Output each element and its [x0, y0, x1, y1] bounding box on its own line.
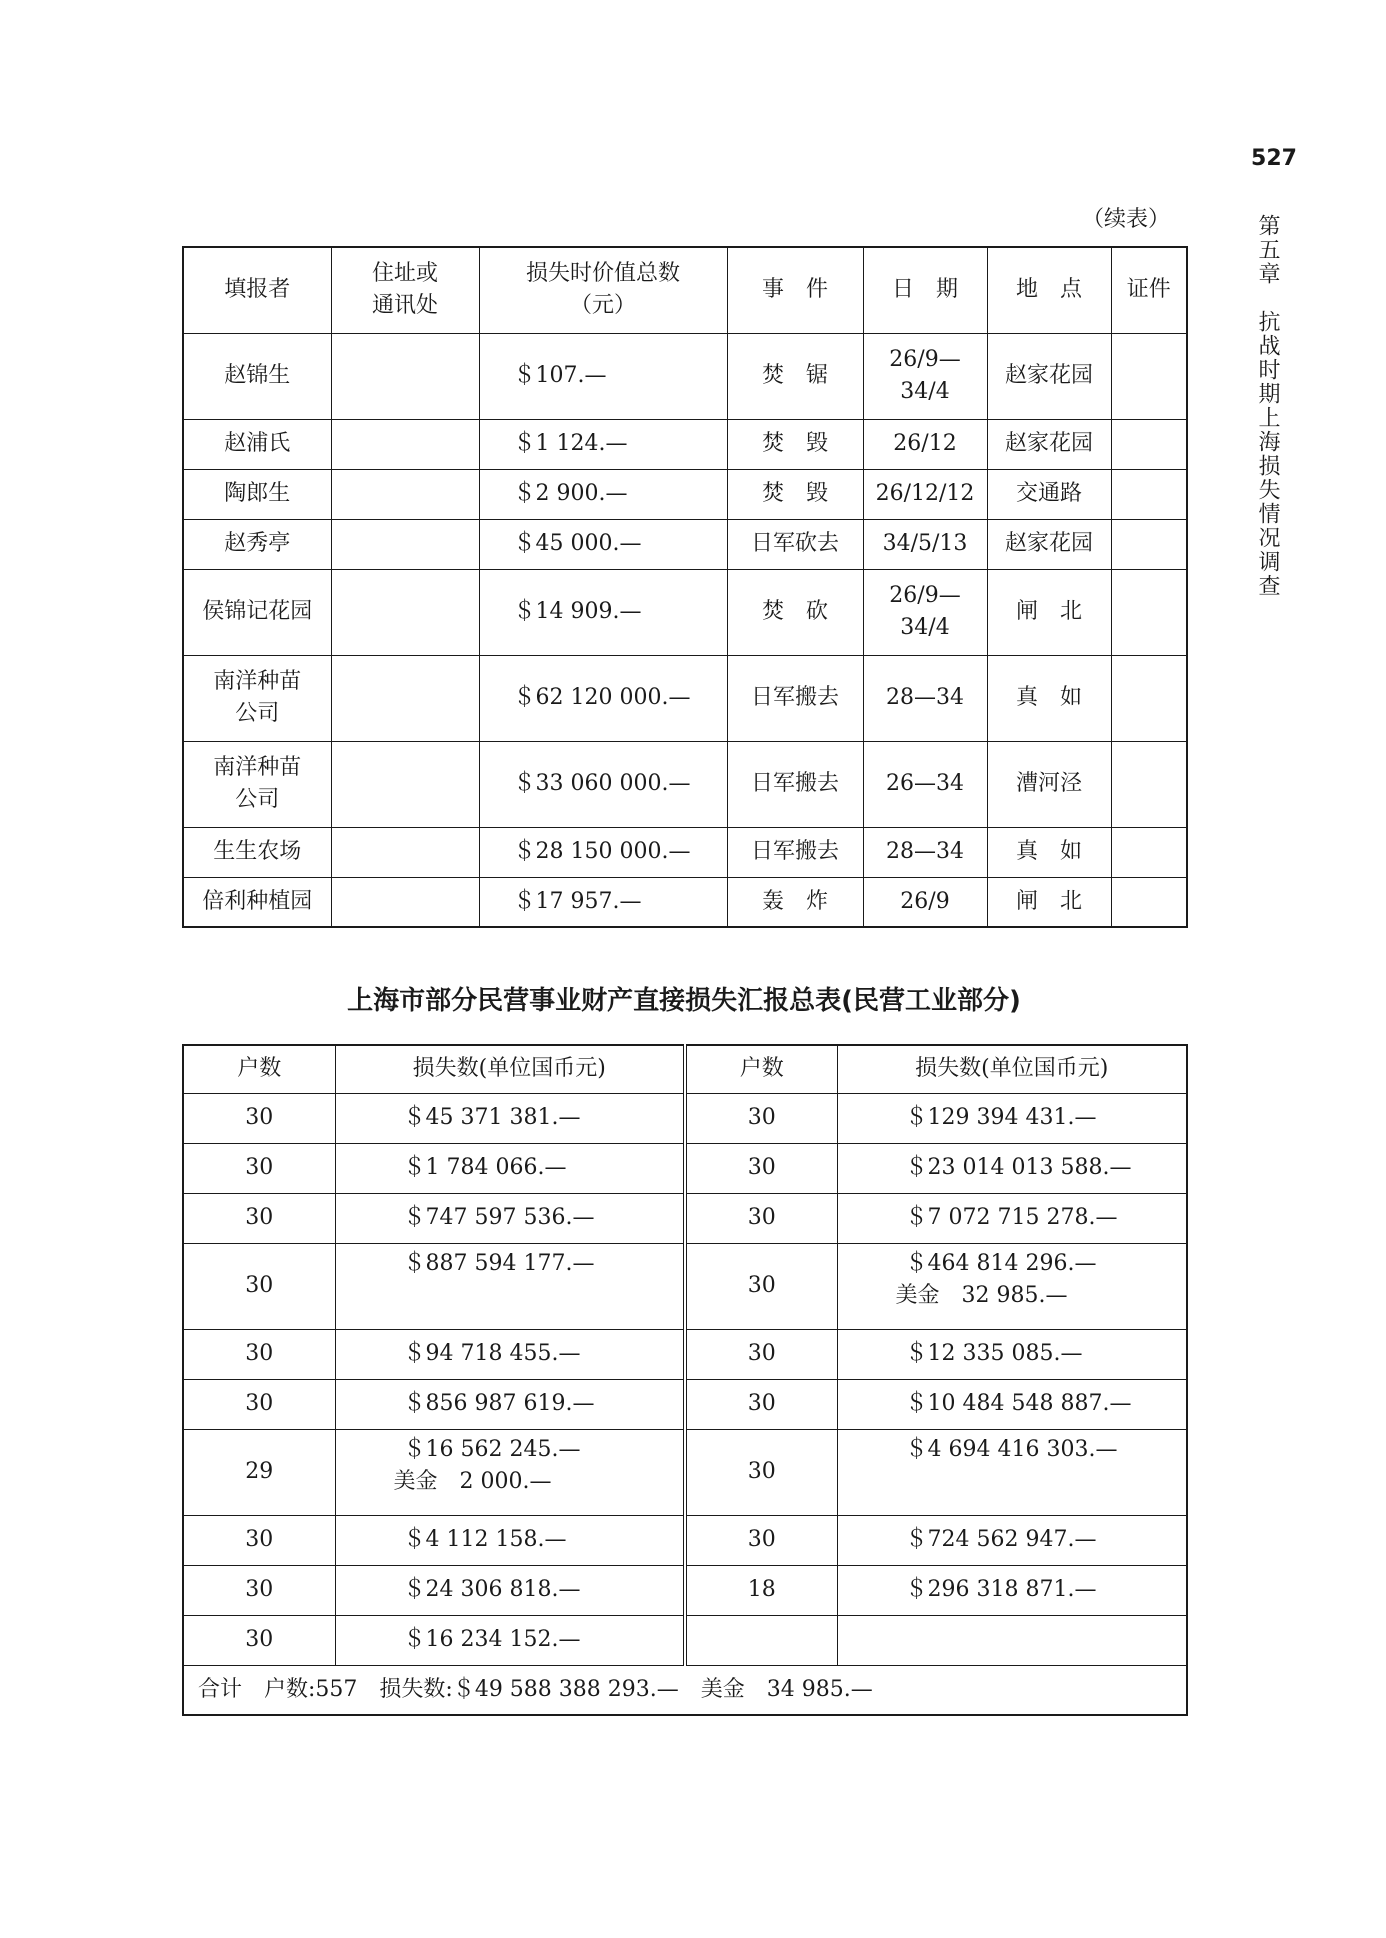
loss-cell — [335, 1093, 685, 1143]
header-date: 日 期 — [863, 247, 987, 333]
reporter-cell: 生生农场 — [183, 827, 331, 877]
households-cell: 30 — [183, 1143, 335, 1193]
households-cell: 30 — [685, 1515, 837, 1565]
loss-amount: ＄16 562 245.— — [403, 1436, 581, 1462]
event-cell: 日军砍去 — [727, 519, 863, 569]
page-number: 527 — [1251, 146, 1297, 171]
loss-amount: ＄1 784 066.— — [403, 1155, 567, 1180]
loss-table-header — [183, 247, 1187, 333]
date-cell: 26/12 — [863, 419, 987, 469]
households-cell: 30 — [685, 1329, 837, 1379]
loss-cell — [335, 1515, 685, 1565]
place-cell: 闸 北 — [987, 877, 1111, 927]
loss-table-row — [183, 655, 1187, 741]
households-cell: 30 — [685, 1143, 837, 1193]
summary-table-row — [183, 1429, 1187, 1515]
reporter-cell: 南洋种苗 公司 — [183, 741, 331, 827]
loss-cell — [837, 1565, 1187, 1615]
loss-amount: ＄887 594 177.— — [403, 1250, 595, 1276]
loss-cell — [335, 1329, 685, 1379]
summary-table-row — [183, 1615, 1187, 1665]
address-cell — [331, 655, 479, 741]
date-cell: 26/12/12 — [863, 469, 987, 519]
header-households-left: 户数 — [183, 1045, 335, 1093]
summary-table-title: 上海市部分民营事业财产直接损失汇报总表(民营工业部分) — [347, 986, 1021, 1016]
event-cell: 日军搬去 — [727, 655, 863, 741]
loss-cell — [335, 1143, 685, 1193]
loss-amount: ＄45 371 381.— — [403, 1105, 581, 1130]
loss-amount: ＄12 335 085.— — [905, 1341, 1083, 1366]
header-place: 地 点 — [987, 247, 1111, 333]
doc-cell — [1111, 419, 1187, 469]
summary-table-row — [183, 1243, 1187, 1329]
place-cell: 赵家花园 — [987, 519, 1111, 569]
loss-cell — [837, 1329, 1187, 1379]
address-cell — [331, 519, 479, 569]
date-cell: 26/9 — [863, 877, 987, 927]
loss-amount: ＄7 072 715 278.— — [905, 1205, 1118, 1230]
loss-amount: ＄464 814 296.— — [905, 1250, 1097, 1276]
loss-cell — [837, 1429, 1187, 1515]
reporter-cell: 倍利种植园 — [183, 877, 331, 927]
doc-cell — [1111, 655, 1187, 741]
doc-cell — [1111, 827, 1187, 877]
date-cell: 26—34 — [863, 741, 987, 827]
doc-cell — [1111, 519, 1187, 569]
doc-cell — [1111, 333, 1187, 419]
header-reporter: 填报者 — [183, 247, 331, 333]
place-cell: 赵家花园 — [987, 333, 1111, 419]
address-cell — [331, 827, 479, 877]
loss-table-row — [183, 877, 1187, 927]
loss-cell — [837, 1143, 1187, 1193]
loss-cell — [837, 1379, 1187, 1429]
header-doc: 证件 — [1111, 247, 1187, 333]
header-event: 事 件 — [727, 247, 863, 333]
place-cell: 漕河泾 — [987, 741, 1111, 827]
value-cell: ＄1 124.— — [479, 419, 727, 469]
households-cell: 30 — [183, 1565, 335, 1615]
loss-amount: ＄296 318 871.— — [905, 1577, 1097, 1602]
header-value: 损失时价值总数 （元） — [479, 247, 727, 333]
usd-amount: 美金 32 985.— — [895, 1282, 1068, 1308]
loss-amount: ＄747 597 536.— — [403, 1205, 595, 1230]
header-address: 住址或 通讯处 — [331, 247, 479, 333]
address-cell — [331, 877, 479, 927]
value-cell: ＄14 909.— — [479, 569, 727, 655]
value-cell: ＄62 120 000.— — [479, 655, 727, 741]
households-cell: 30 — [183, 1615, 335, 1665]
reporter-cell: 赵锦生 — [183, 333, 331, 419]
loss-amount: ＄24 306 818.— — [403, 1577, 581, 1602]
value-cell: ＄17 957.— — [479, 877, 727, 927]
loss-table-row — [183, 741, 1187, 827]
event-cell: 轰 炸 — [727, 877, 863, 927]
loss-cell — [335, 1379, 685, 1429]
event-cell: 焚 毁 — [727, 419, 863, 469]
households-cell: 30 — [183, 1243, 335, 1329]
event-cell: 日军搬去 — [727, 827, 863, 877]
value-cell: ＄107.— — [479, 333, 727, 419]
place-cell: 闸 北 — [987, 569, 1111, 655]
reporter-cell: 南洋种苗 公司 — [183, 655, 331, 741]
loss-table-row — [183, 569, 1187, 655]
reporter-cell: 赵秀亭 — [183, 519, 331, 569]
header-loss-right: 损失数(单位国币元) — [837, 1045, 1187, 1093]
loss-amount: ＄856 987 619.— — [403, 1391, 595, 1416]
loss-table — [182, 246, 1188, 928]
address-cell — [331, 741, 479, 827]
reporter-cell: 赵浦氏 — [183, 419, 331, 469]
loss-amount: ＄94 718 455.— — [403, 1341, 581, 1366]
address-cell — [331, 333, 479, 419]
value-cell: ＄45 000.— — [479, 519, 727, 569]
loss-table-row — [183, 827, 1187, 877]
loss-cell — [837, 1193, 1187, 1243]
value-cell: ＄28 150 000.— — [479, 827, 727, 877]
loss-amount: ＄4 694 416 303.— — [905, 1436, 1118, 1462]
loss-table-row — [183, 519, 1187, 569]
loss-cell — [837, 1243, 1187, 1329]
loss-amount: ＄10 484 548 887.— — [905, 1391, 1132, 1416]
reporter-cell: 陶郎生 — [183, 469, 331, 519]
date-cell: 26/9— 34/4 — [863, 333, 987, 419]
loss-cell — [837, 1615, 1187, 1665]
address-cell — [331, 419, 479, 469]
loss-amount: ＄4 112 158.— — [403, 1527, 567, 1552]
loss-amount: ＄16 234 152.— — [403, 1627, 581, 1652]
event-cell: 焚 砍 — [727, 569, 863, 655]
loss-cell — [837, 1093, 1187, 1143]
households-cell — [685, 1615, 837, 1665]
households-cell: 30 — [183, 1093, 335, 1143]
place-cell: 真 如 — [987, 655, 1111, 741]
households-cell: 30 — [685, 1429, 837, 1515]
chapter-title: 第五章 抗战时期上海损失情况调查 — [1255, 214, 1280, 598]
address-cell — [331, 469, 479, 519]
summary-table-row — [183, 1093, 1187, 1143]
households-cell: 30 — [685, 1243, 837, 1329]
doc-cell — [1111, 469, 1187, 519]
continuation-label: （续表） — [1081, 207, 1170, 232]
summary-table-row — [183, 1329, 1187, 1379]
loss-amount: ＄724 562 947.— — [905, 1527, 1097, 1552]
households-cell: 30 — [183, 1193, 335, 1243]
place-cell: 真 如 — [987, 827, 1111, 877]
usd-amount: 美金 2 000.— — [393, 1468, 552, 1494]
doc-cell — [1111, 741, 1187, 827]
summary-total: 合计 户数:557 损失数:＄49 588 388 293.— 美金 34 985.— — [183, 1665, 1187, 1715]
header-loss-left: 损失数(单位国币元) — [335, 1045, 685, 1093]
summary-table — [182, 1044, 1188, 1716]
households-cell: 30 — [685, 1379, 837, 1429]
households-cell: 30 — [183, 1379, 335, 1429]
households-cell: 30 — [183, 1515, 335, 1565]
value-cell: ＄2 900.— — [479, 469, 727, 519]
summary-table-row — [183, 1143, 1187, 1193]
loss-cell — [335, 1615, 685, 1665]
header-households-right: 户数 — [685, 1045, 837, 1093]
doc-cell — [1111, 569, 1187, 655]
households-cell: 30 — [685, 1093, 837, 1143]
households-cell: 18 — [685, 1565, 837, 1615]
loss-cell — [335, 1243, 685, 1329]
event-cell: 焚 锯 — [727, 333, 863, 419]
loss-table-row — [183, 419, 1187, 469]
summary-table-row — [183, 1379, 1187, 1429]
date-cell: 28—34 — [863, 827, 987, 877]
loss-table-row — [183, 333, 1187, 419]
summary-table-row — [183, 1565, 1187, 1615]
summary-total-row — [183, 1665, 1187, 1715]
loss-amount: ＄23 014 013 588.— — [905, 1155, 1132, 1180]
event-cell: 焚 毁 — [727, 469, 863, 519]
date-cell: 26/9— 34/4 — [863, 569, 987, 655]
doc-cell — [1111, 877, 1187, 927]
place-cell: 赵家花园 — [987, 419, 1111, 469]
households-cell: 30 — [685, 1193, 837, 1243]
summary-table-row — [183, 1193, 1187, 1243]
households-cell: 29 — [183, 1429, 335, 1515]
place-cell: 交通路 — [987, 469, 1111, 519]
loss-cell — [837, 1515, 1187, 1565]
loss-cell — [335, 1193, 685, 1243]
loss-cell — [335, 1429, 685, 1515]
date-cell: 34/5/13 — [863, 519, 987, 569]
summary-table-header — [183, 1045, 1187, 1093]
loss-table-row — [183, 469, 1187, 519]
date-cell: 28—34 — [863, 655, 987, 741]
value-cell: ＄33 060 000.— — [479, 741, 727, 827]
summary-table-row — [183, 1515, 1187, 1565]
reporter-cell: 侯锦记花园 — [183, 569, 331, 655]
address-cell — [331, 569, 479, 655]
households-cell: 30 — [183, 1329, 335, 1379]
loss-amount: ＄129 394 431.— — [905, 1105, 1097, 1130]
loss-cell — [335, 1565, 685, 1615]
event-cell: 日军搬去 — [727, 741, 863, 827]
